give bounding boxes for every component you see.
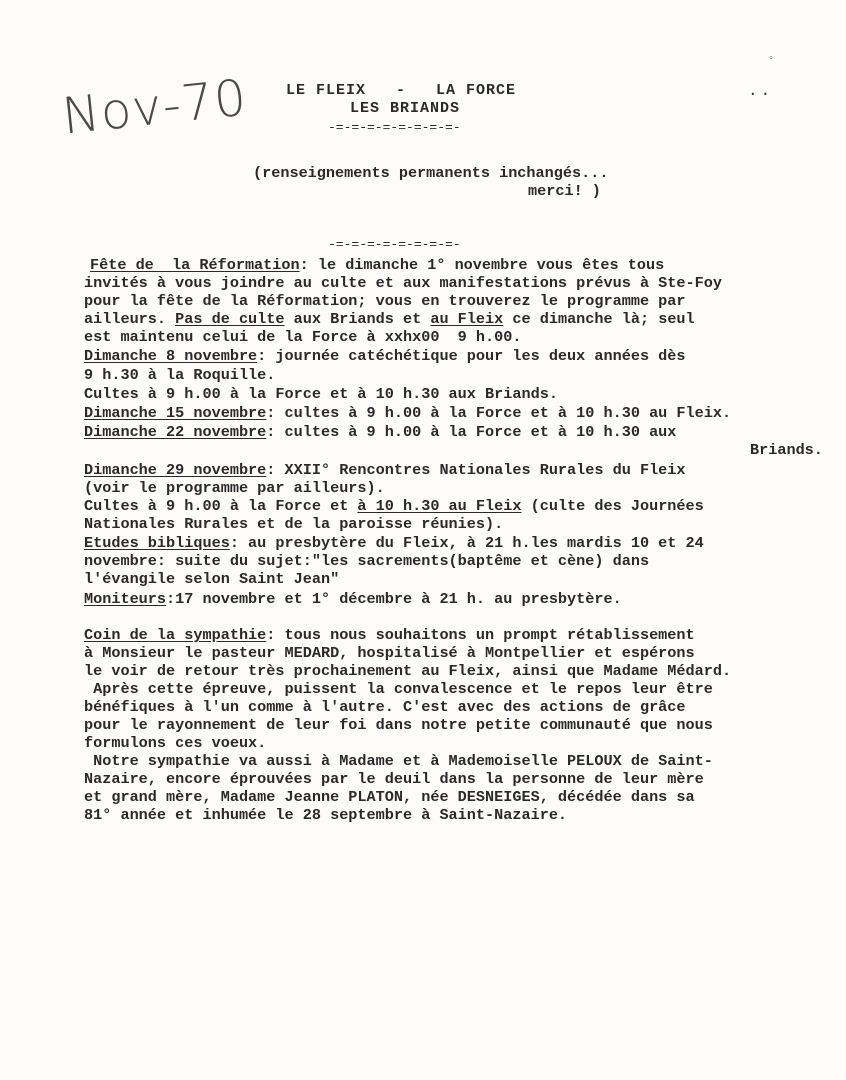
subtitle-line-2: merci! ) <box>528 182 601 200</box>
moniteurs-line: Moniteurs:17 novembre et 1° décembre à 21 h. au presbytère. <box>84 590 622 608</box>
sympathie-line-8: Notre sympathie va aussi à Madame et à Mademoiselle PELOUX de Saint- <box>84 752 713 770</box>
d8-line-1: Dimanche 8 novembre: journée catéchétique pour les deux années dès <box>84 347 686 365</box>
sympathie-line-2: à Monsieur le pasteur MEDARD, hospitalisé à Montpellier et espérons <box>84 644 695 662</box>
d8-line-2: 9 h.30 à la Roquille. <box>84 366 276 384</box>
sympathie-line-4: Après cette épreuve, puissent la convalescence et le repos leur être <box>84 680 713 698</box>
d29-fleix-text: à 10 h.30 au Fleix <box>357 497 522 515</box>
d29-line-4: Nationales Rurales et de la paroisse réunies). <box>84 515 504 533</box>
corner-marks: .. <box>748 82 774 100</box>
d8-heading: Dimanche 8 novembre <box>84 347 258 365</box>
etudes-heading: Etudes bibliques <box>84 534 230 552</box>
d22-line-1: Dimanche 22 novembre: cultes à 9 h.00 à la Force et à 10 h.30 aux <box>84 423 677 441</box>
d29-line-2: (voir le programme par ailleurs). <box>84 479 385 497</box>
d15-heading: Dimanche 15 novembre <box>84 404 267 422</box>
sympathie-line-10: et grand mère, Madame Jeanne PLATON, née DESNEIGES, décédée dans sa <box>84 788 695 806</box>
reformation-heading: Fête de la Réformation <box>90 256 300 274</box>
handwritten-note: Nov-70 <box>59 68 250 146</box>
d15-line: Dimanche 15 novembre: cultes à 9 h.00 à la Force et à 10 h.30 au Fleix. <box>84 404 732 422</box>
sympathie-line-5: bénéfiques à l'un comme à l'autre. C'est avec des actions de grâce <box>84 698 686 716</box>
sympathie-line-6: pour le rayonnement de leur foi dans notre petite communauté que nous <box>84 716 713 734</box>
d29-line-3: Cultes à 9 h.00 à la Force et à 10 h.30 au Fleix (culte des Journées <box>84 497 704 515</box>
d29-line-1: Dimanche 29 novembre: XXII° Rencontres Nationales Rurales du Fleix <box>84 461 686 479</box>
etudes-line-3: l'évangile selon Saint Jean" <box>84 570 340 588</box>
d29-heading: Dimanche 29 novembre <box>84 461 267 479</box>
sympathie-line-11: 81° année et inhumée le 28 septembre à Saint-Nazaire. <box>84 806 568 824</box>
header-separator: -=-=-=-=-=-=-=-=- <box>328 120 461 135</box>
au-fleix-text: au Fleix <box>430 310 504 328</box>
section-separator: -=-=-=-=-=-=-=-=- <box>328 237 461 252</box>
corner-speck: ° <box>768 56 775 67</box>
reformation-line-3: pour la fête de la Réformation; vous en trouverez le programme par <box>84 292 686 310</box>
subtitle-line-1: (renseignements permanents inchangés... <box>253 164 609 182</box>
etudes-line-1: Etudes bibliques: au presbytère du Fleix, à 21 h.les mardis 10 et 24 <box>84 534 704 552</box>
d8-line-3: Cultes à 9 h.00 à la Force et à 10 h.30 aux Briands. <box>84 385 558 403</box>
d22-line-2: Briands. <box>750 441 823 459</box>
reformation-line-2: invités à vous joindre au culte et aux manifestations prévus à Ste-Foy <box>84 274 722 292</box>
sympathie-line-9: Nazaire, encore éprouvées par le deuil dans la personne de leur mère <box>84 770 704 788</box>
title-line-1: LE FLEIX - LA FORCE <box>286 82 517 99</box>
sympathie-heading: Coin de la sympathie <box>84 626 267 644</box>
reformation-line-1: Fête de la Réformation: le dimanche 1° novembre vous êtes tous <box>90 256 665 274</box>
reformation-line-4: ailleurs. Pas de culte aux Briands et au Fleix ce dimanche là; seul <box>84 310 695 328</box>
etudes-line-2: novembre: suite du sujet:"les sacrements(baptême et cène) dans <box>84 552 650 570</box>
moniteurs-heading: Moniteurs <box>84 590 167 608</box>
sympathie-line-1: Coin de la sympathie: tous nous souhaitons un prompt rétablissement <box>84 626 695 644</box>
sympathie-line-7: formulons ces voeux. <box>84 734 267 752</box>
d22-heading: Dimanche 22 novembre <box>84 423 267 441</box>
reformation-line-5: est maintenu celui de la Force à xxhx00 9 h.00. <box>84 328 522 346</box>
title-line-2: LES BRIANDS <box>350 100 461 117</box>
sympathie-line-3: le voir de retour très prochainement au Fleix, ainsi que Madame Médard. <box>84 662 732 680</box>
pas-de-culte-text: Pas de culte <box>175 310 285 328</box>
